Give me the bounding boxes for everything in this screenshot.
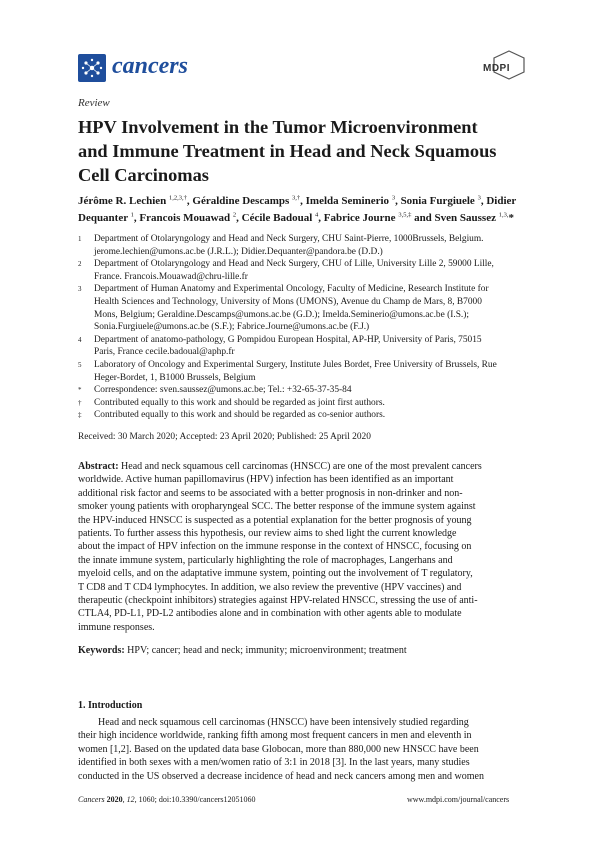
abstract-line: T CD8 and T CD4 lymphocytes. In addition, we also review the preventive (HPV vaccines) and — [78, 581, 462, 593]
citation-year: 2020 — [104, 795, 123, 804]
author-affiliation-marker: 3 — [477, 194, 481, 202]
affiliation-text: Department of Otolaryngology and Head and Neck Surgery, CHU Saint-Pierre, 1000Brussels, Belgium. — [94, 234, 484, 244]
title-line: and Immune Treatment in Head and Neck Squamous — [78, 141, 497, 161]
abstract-line: therapeutic (checkpoint inhibitors) strategies against HPV-related HNSCC, stressing the use of anti- — [78, 595, 478, 607]
abstract-line: smoker young patients with oropharyngeal SCC. The better response of the immune system against — [78, 501, 476, 513]
intro-line: conducted in the US observed a decrease incidence of head and neck cancers among men and women — [78, 770, 484, 782]
abstract-line: additional risk factor and seems to be associated with a better prognosis in non-drinker and non- — [78, 487, 463, 499]
author-name[interactable]: , Sonia Furgiuele — [395, 195, 478, 207]
abstract-line: patients. To further assess this hypothesis, our review aims to shed light the current knowledge — [78, 528, 457, 540]
affiliation-text: Heger-Bordet, 1, B1000 Brussels, Belgium — [94, 372, 256, 383]
affiliation-text: Department of Otolaryngology and Head and Neck Surgery, CHU of Lille, University Lille 2, 59000 Lille, — [94, 259, 494, 270]
title-line: HPV Involvement in the Tumor Microenvironment — [78, 117, 478, 137]
citation-footer — [78, 795, 256, 804]
intro-line: identified in both sexes with a men/women ratio of 3:1 in 2018 [3]. In the last years, many studies — [78, 757, 470, 769]
author-name[interactable]: , Francois Mouawad — [133, 212, 233, 224]
affiliation-email[interactable]: Paris, France cecile.badoual@aphp.fr — [94, 347, 235, 358]
author-affiliation-marker: 1,3, — [498, 211, 509, 219]
abstract-line: about the impact of HPV infection on the immune response in the context of HNSCC, focusing on — [78, 541, 472, 553]
affiliation-marker: 5 — [78, 360, 82, 369]
corresponding-author-marker: * — [508, 212, 514, 224]
affiliation-item — [78, 283, 528, 333]
abstract-line: immune responses. — [78, 621, 155, 633]
affiliation-item — [78, 359, 528, 384]
affiliation-text: Department of Human Anatomy and Experimental Oncology, Faculty of Medicine, Research Institute for — [94, 284, 489, 295]
author-name[interactable]: , Imelda Seminerio — [300, 195, 392, 207]
affiliation-item — [78, 258, 528, 283]
citation-journal: Cancers — [78, 795, 105, 804]
author-line — [78, 210, 528, 227]
abstract-label: Abstract: — [78, 461, 119, 472]
author-name[interactable]: , Géraldine Descamps — [186, 195, 293, 207]
affiliation-marker: ‡ — [78, 411, 82, 420]
affiliation-marker: 1 — [78, 235, 82, 243]
affiliation-marker: 2 — [78, 260, 82, 269]
article-title — [78, 115, 528, 187]
article-type: Review — [78, 97, 110, 109]
journal-name: cancers — [112, 53, 188, 79]
affiliation-email[interactable]: Sonia.Furgiuele@umons.ac.be (S.F.); Fabrice.Journe@umons.ac.be (F.J.) — [94, 322, 370, 333]
author-name[interactable]: and Sven Saussez — [411, 212, 499, 224]
affiliation-text: Health Sciences and Technology, University of Mons (UMONS), Avenue du Champ de Mars, 8, B7000 — [94, 296, 482, 307]
author-affiliation-marker: 1,2,3,† — [169, 194, 187, 202]
abstract-line: the innate immune system, particularly highlighting the role of macrophages, Langerhans and — [78, 554, 453, 566]
co-senior-note — [78, 409, 528, 422]
publication-dates: Received: 30 March 2020; Accepted: 23 April 2020; Published: 25 April 2020 — [78, 432, 371, 442]
author-affiliation-marker: 1 — [130, 211, 134, 219]
journal-url[interactable]: www.mdpi.com/journal/cancers — [407, 795, 510, 804]
affiliation-marker: † — [78, 398, 82, 407]
affiliation-text: Contributed equally to this work and should be regarded as co-senior authors. — [94, 410, 386, 421]
intro-paragraph — [78, 716, 528, 783]
affiliation-email[interactable]: jerome.lechien@umons.ac.be (J.R.L.); Didier.Dequanter@pandora.be (D.D.) — [94, 246, 383, 257]
affiliation-text: Contributed equally to this work and should be regarded as joint first authors. — [94, 397, 385, 408]
journal-logo — [78, 54, 106, 82]
citation-volume: , 12 — [122, 795, 135, 804]
affiliation-email[interactable]: Mons, Belgium; Geraldine.Descamps@umons.ac.be (G.D.); Imelda.Seminerio@umons.ac.be (I.S.); — [94, 309, 469, 320]
keywords — [78, 645, 407, 656]
author-name[interactable]: Dequanter — [78, 212, 131, 224]
author-affiliation-marker: 4 — [315, 211, 319, 219]
author-name[interactable]: Jérôme R. Lechien — [78, 195, 170, 207]
author-list — [78, 193, 528, 227]
affiliation-text: Department of anatomo-pathology, G Pompidou European Hospital, AP-HP, University of Paris, 75015 — [94, 334, 482, 345]
affiliation-list — [78, 233, 528, 422]
keywords-text: HPV; cancer; head and neck; immunity; microenvironment; treatment — [124, 645, 407, 656]
affiliation-email[interactable]: France. Francois.Mouawad@chru-lille.fr — [94, 271, 248, 282]
citation-doi[interactable]: , 1060; doi:10.3390/cancers12051060 — [134, 795, 256, 804]
intro-line: Head and neck squamous cell carcinomas (HNSCC) have been intensively studied regarding — [78, 717, 469, 728]
section-title: 1. Introduction — [78, 700, 143, 711]
cancers-logo-icon — [78, 54, 106, 82]
abstract-text: Head and neck squamous cell carcinomas (HNSCC) are one of the most prevalent cancers — [118, 461, 482, 472]
author-name[interactable]: , Cécile Badoual — [236, 212, 316, 224]
intro-line: women [1,2]. Based on the updated data base Globocan, more than 880,000 new HNSCC have been — [78, 743, 479, 755]
author-affiliation-marker: 3,† — [292, 194, 301, 202]
affiliation-item — [78, 233, 528, 258]
equal-contribution-note — [78, 397, 528, 410]
author-name[interactable]: , Didier — [480, 195, 517, 207]
author-name[interactable]: , Fabrice Journe — [318, 212, 399, 224]
affiliation-marker: 3 — [78, 285, 82, 294]
abstract-line: worldwide. Active human papillomavirus (HPV) infection has been identified as an important — [78, 474, 454, 486]
abstract-line: myeloid cells, and on the adaptative immune system, pointing out the involvement of T regulatory, — [78, 568, 473, 580]
abstract-line: the HPV-induced HNSCC is suspected as a potential explanation for the better prognosis of young — [78, 514, 472, 526]
publisher-name: MDPI — [483, 63, 510, 74]
abstract — [78, 460, 528, 634]
abstract-line — [78, 460, 528, 473]
abstract-line: CTLA4, PD-L1, PD-L2 antibodies alone and in combination with other agents able to modulate — [78, 608, 462, 620]
correspondence-note — [78, 384, 528, 397]
author-affiliation-marker: 3 — [391, 194, 396, 202]
title-line: Cell Carcinomas — [78, 165, 209, 185]
affiliation-marker: * — [78, 386, 82, 395]
keywords-label: Keywords: — [78, 645, 125, 656]
author-affiliation-marker: 2 — [232, 211, 237, 219]
affiliation-item — [78, 334, 528, 359]
correspondence-email[interactable]: Correspondence: sven.saussez@umons.ac.be; Tel.: +32-65-37-35-84 — [94, 385, 352, 396]
author-line — [78, 193, 528, 210]
author-affiliation-marker: 3,5,‡ — [398, 211, 412, 219]
affiliation-text: Laboratory of Oncology and Experimental Surgery, Institute Jules Bordet, Free University of Brussels, Rue — [94, 359, 497, 370]
affiliation-marker: 4 — [78, 335, 82, 344]
intro-line: their high incidence worldwide, ranking fifth among most frequent cancers in men and eleventh in — [78, 730, 472, 742]
